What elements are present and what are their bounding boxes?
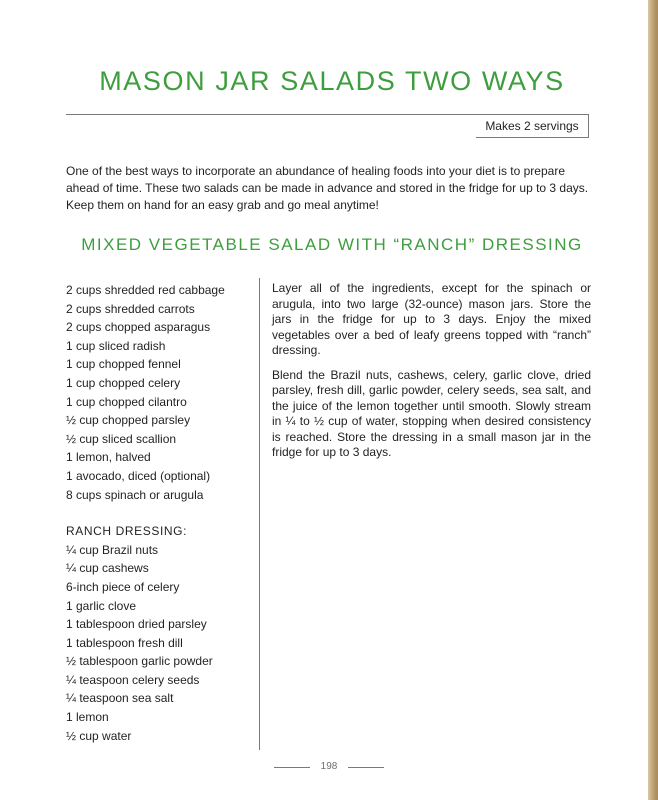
footer-rule-left — [274, 767, 310, 768]
salad-ingredient-list — [66, 281, 246, 504]
dressing-ingredient-item: 6-inch piece of celery — [66, 579, 180, 594]
ingredient-item: 2 cups shredded red cabbage — [66, 283, 225, 297]
ingredient-item: 1 cup chopped celery — [66, 375, 181, 390]
dressing-ingredient-item: 1 tablespoon fresh dill — [66, 635, 183, 650]
dressing-ingredient-item: ¼ cup cashews — [66, 561, 149, 576]
recipe-title: MIXED VEGETABLE SALAD WITH “RANCH” DRESSING — [81, 235, 583, 254]
intro-paragraph: One of the best ways to incorporate an abundance of healing foods into your diet is to prepare ahead of time. These two salads can be made in advance and stored in the fridge for up to 3 days. Keep them on hand for an easy grab and go meal anytime! — [66, 164, 589, 212]
ingredient-item: 1 cup chopped cilantro — [66, 394, 187, 409]
column-divider — [259, 278, 260, 750]
dressing-ingredient-item: ¼ teaspoon celery seeds — [66, 672, 200, 687]
ingredient-item: 1 avocado, diced (optional) — [66, 468, 211, 483]
direction-paragraph: Blend the Brazil nuts, cashews, celery, garlic clove, dried parsley, fresh dill, garlic powder, celery seeds, sea salt, and the juice of the lemon together until smooth. Slowly stream in ¼ to ½ cup of water, stopping when desired consistency is reached. Store the dressing in a small mason jar in the fridge for up to 3 days. — [272, 367, 591, 459]
ingredient-item: ½ cup chopped parsley — [66, 413, 191, 428]
dressing-ingredient-item: 1 garlic clove — [66, 598, 137, 613]
page-footer — [0, 760, 658, 774]
footer-rule-right — [348, 767, 384, 768]
direction-paragraph: Layer all of the ingredients, except for the spinach or arugula, into two large (32-ounce) mason jars. Store the jars in the fridge for up to 3 days. Enjoy the mixed vegetables over a bed of leafy greens topped with “ranch” dressing. — [272, 281, 591, 357]
dressing-ingredient-item: ¼ teaspoon sea salt — [66, 691, 174, 706]
ingredient-item: ½ cup sliced scallion — [66, 431, 177, 446]
page-title: MASON JAR SALADS TWO WAYS — [99, 66, 565, 96]
ingredient-item: 1 cup chopped fennel — [66, 357, 181, 372]
dressing-ingredient-item: ¼ cup Brazil nuts — [66, 542, 159, 557]
dressing-ingredient-item: 1 lemon — [66, 710, 109, 725]
dressing-ingredient-list — [66, 541, 246, 746]
dressing-heading: RANCH DRESSING: — [66, 524, 188, 539]
page-edge — [648, 0, 658, 800]
ingredient-item: 1 lemon, halved — [66, 450, 151, 465]
dressing-ingredient-item: ½ cup water — [66, 728, 132, 743]
ingredient-item: 2 cups chopped asparagus — [66, 320, 211, 335]
ingredient-item: 8 cups spinach or arugula — [66, 487, 204, 502]
page-number: 198 — [320, 761, 338, 772]
dressing-ingredient-item: 1 tablespoon dried parsley — [66, 617, 207, 632]
ingredient-item: 1 cup sliced radish — [66, 338, 166, 353]
dressing-ingredient-item: ½ tablespoon garlic powder — [66, 654, 213, 669]
ingredients-column — [66, 281, 246, 745]
servings-label: Makes 2 servings — [476, 114, 589, 138]
directions-column — [272, 281, 591, 470]
ingredient-item: 2 cups shredded carrots — [66, 301, 195, 316]
